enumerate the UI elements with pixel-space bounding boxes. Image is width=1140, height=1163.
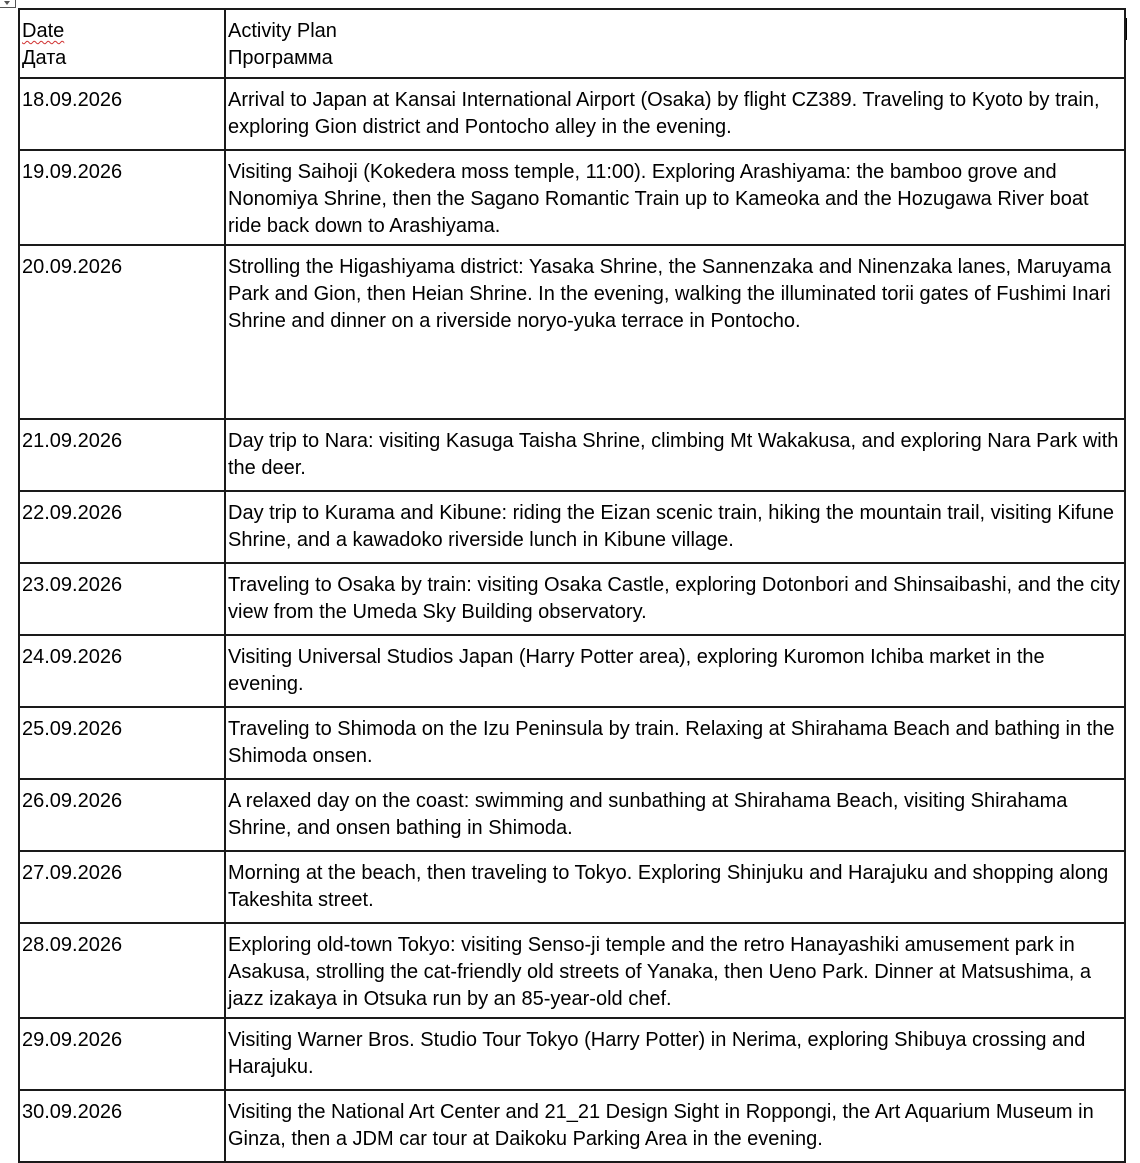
date-cell[interactable]: 26.09.2026 [19,779,225,851]
plan-cell[interactable]: Day trip to Nara: visiting Kasuga Taisha Shrine, climbing Mt Wakakusa, and exploring Nara Park with the deer. [225,419,1125,491]
date-cell[interactable]: 29.09.2026 [19,1018,225,1090]
date-cell[interactable]: 22.09.2026 [19,491,225,563]
table-row [19,1018,1125,1090]
date-cell[interactable]: 19.09.2026 [19,150,225,245]
plan-cell[interactable]: Traveling to Osaka by train: visiting Osaka Castle, exploring Dotonbori and Shinsaibashi, and the city view from the Umeda Sky Building observatory. [225,563,1125,635]
table-row [19,245,1125,419]
date-cell[interactable]: 27.09.2026 [19,851,225,923]
date-header-en: Date [22,20,65,42]
date-header-ru: Дата [22,47,67,69]
plan-cell[interactable]: Day trip to Kurama and Kibune: riding the Eizan scenic train, hiking the mountain trail, visiting Kifune Shrine, and a kawadoko riverside lunch in Kibune village. [225,491,1125,563]
table-row [19,923,1125,1018]
plan-cell[interactable]: Exploring old-town Tokyo: visiting Senso-ji temple and the retro Hanayashiki amusement park in Asakusa, strolling the cat-friendly old streets of Yanaka, then Ueno Park. Dinner at Matsushima, a jazz izakaya in Otsuka run by an 85-year-old chef. [225,923,1125,1018]
itinerary-table [18,8,1126,1163]
date-cell[interactable]: 21.09.2026 [19,419,225,491]
plan-column-header[interactable] [225,9,1125,78]
table-row [19,779,1125,851]
plan-header-ru: Программа [228,47,333,69]
table-row [19,851,1125,923]
plan-cell[interactable]: Visiting Saihoji (Kokedera moss temple, 11:00). Exploring Arashiyama: the bamboo grove and Nonomiya Shrine, then the Sagano Romantic Train up to Kameoka and the Hozugawa River boat ride back down to Arashiyama. [225,150,1125,245]
text-cursor [1126,18,1127,40]
plan-header-en: Activity Plan [228,20,337,42]
table-header-row [19,9,1125,78]
table-row [19,150,1125,245]
date-cell[interactable]: 20.09.2026 [19,245,225,419]
plan-cell[interactable]: Arrival to Japan at Kansai International Airport (Osaka) by flight CZ389. Traveling to Kyoto by train, exploring Gion district and Pontocho alley in the evening. [225,78,1125,150]
plan-cell[interactable]: Morning at the beach, then traveling to Tokyo. Exploring Shinjuku and Harajuku and shopping along Takeshita street. [225,851,1125,923]
table-move-handle[interactable] [0,0,16,8]
date-cell[interactable]: 25.09.2026 [19,707,225,779]
plan-cell[interactable]: Traveling to Shimoda on the Izu Peninsula by train. Relaxing at Shirahama Beach and bathing in the Shimoda onsen. [225,707,1125,779]
date-cell[interactable]: 23.09.2026 [19,563,225,635]
table-row [19,635,1125,707]
table-row [19,563,1125,635]
table-row [19,78,1125,150]
table-row [19,707,1125,779]
plan-cell[interactable]: Visiting Universal Studios Japan (Harry Potter area), exploring Kuromon Ichiba market in the evening. [225,635,1125,707]
date-cell[interactable]: 30.09.2026 [19,1090,225,1162]
date-cell[interactable]: 28.09.2026 [19,923,225,1018]
table-row [19,1090,1125,1162]
date-cell[interactable]: 18.09.2026 [19,78,225,150]
plan-cell[interactable]: Visiting Warner Bros. Studio Tour Tokyo (Harry Potter) in Nerima, exploring Shibuya crossing and Harajuku. [225,1018,1125,1090]
table-row [19,491,1125,563]
plan-cell[interactable]: Visiting the National Art Center and 21_21 Design Sight in Roppongi, the Art Aquarium Museum in Ginza, then a JDM car tour at Daikoku Parking Area in the evening. [225,1090,1125,1162]
plan-cell[interactable]: A relaxed day on the coast: swimming and sunbathing at Shirahama Beach, visiting Shirahama Shrine, and onsen bathing in Shimoda. [225,779,1125,851]
date-cell[interactable]: 24.09.2026 [19,635,225,707]
date-column-header[interactable] [19,9,225,78]
table-row [19,419,1125,491]
plan-cell[interactable]: Strolling the Higashiyama district: Yasaka Shrine, the Sannenzaka and Ninenzaka lanes, Maruyama Park and Gion, then Heian Shrine. In the evening, walking the illuminated torii gates of Fushimi Inari Shrine and dinner on a riverside noryo-yuka terrace in Pontocho. [225,245,1125,419]
